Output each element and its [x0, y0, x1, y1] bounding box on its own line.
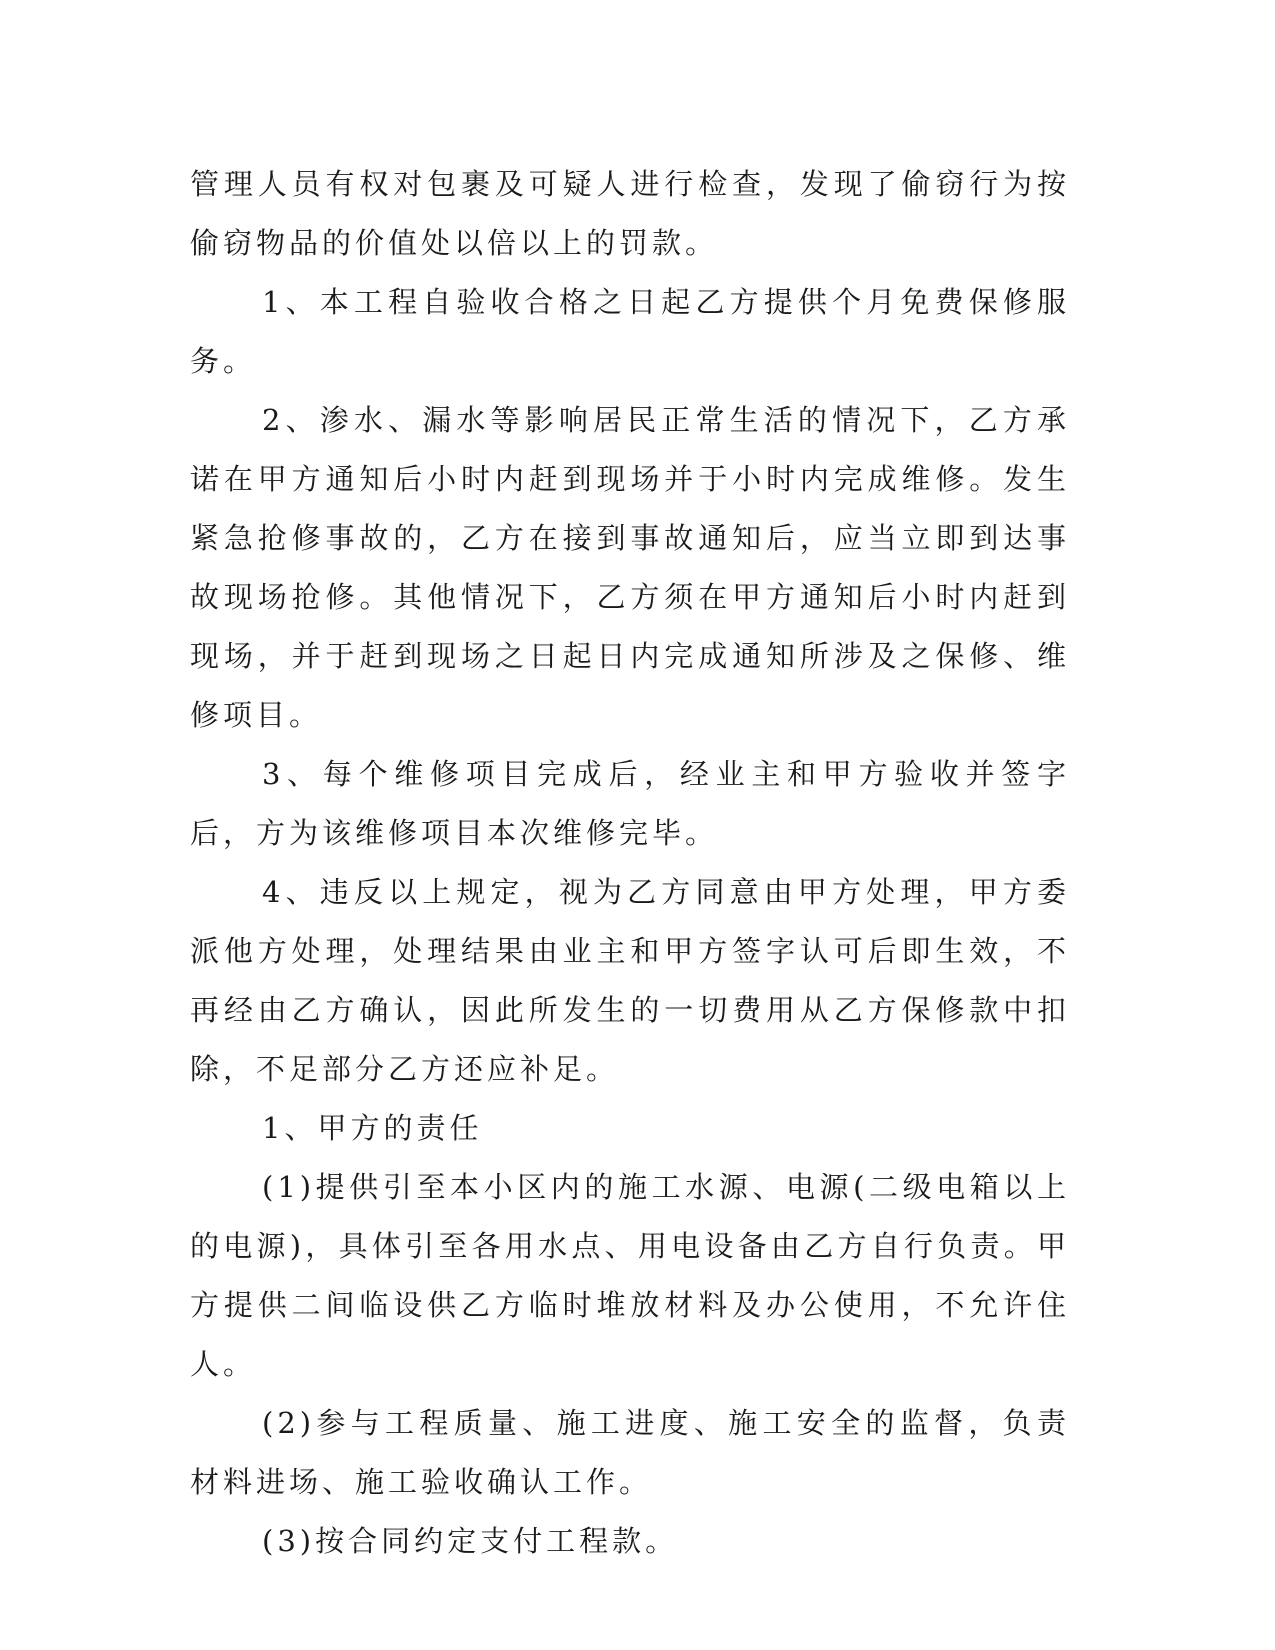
paragraph-3: 3、每个维修项目完成后，经业主和甲方验收并签字后，方为该维修项目本次维修完毕。: [190, 757, 1070, 850]
paragraph-5: 1、甲方的责任: [262, 1111, 483, 1145]
paragraph-6: (1)提供引至本小区内的施工水源、电源(二级电箱以上的电源)，具体引至各用水点、用电设备由乙方自行负责。甲方提供二间临设供乙方临时堆放材料及办公使用，不允许住人。: [190, 1170, 1070, 1381]
paragraph-7: (2)参与工程质量、施工进度、施工安全的监督，负责材料进场、施工验收确认工作。: [190, 1406, 1070, 1499]
paragraph-1: 1、本工程自验收合格之日起乙方提供个月免费保修服务。: [190, 285, 1070, 378]
paragraph-2: 2、渗水、漏水等影响居民正常生活的情况下，乙方承诺在甲方通知后小时内赶到现场并于小时内完成维修。发生紧急抢修事故的，乙方在接到事故通知后，应当立即到达事故现场抢修。其他情况下，乙方须在甲方通知后小时内赶到现场，并于赶到现场之日起日内完成通知所涉及之保修、维修项目。: [190, 403, 1070, 732]
paragraph-8: (3)按合同约定支付工程款。: [262, 1524, 679, 1558]
paragraph-0: 管理人员有权对包裹及可疑人进行检查，发现了偷窃行为按偷窃物品的价值处以倍以上的罚款。: [190, 167, 1070, 260]
document-body: [190, 155, 1070, 1571]
paragraph-4: 4、违反以上规定，视为乙方同意由甲方处理，甲方委派他方处理，处理结果由业主和甲方签字认可后即生效，不再经由乙方确认，因此所发生的一切费用从乙方保修款中扣除，不足部分乙方还应补足。: [190, 875, 1070, 1086]
